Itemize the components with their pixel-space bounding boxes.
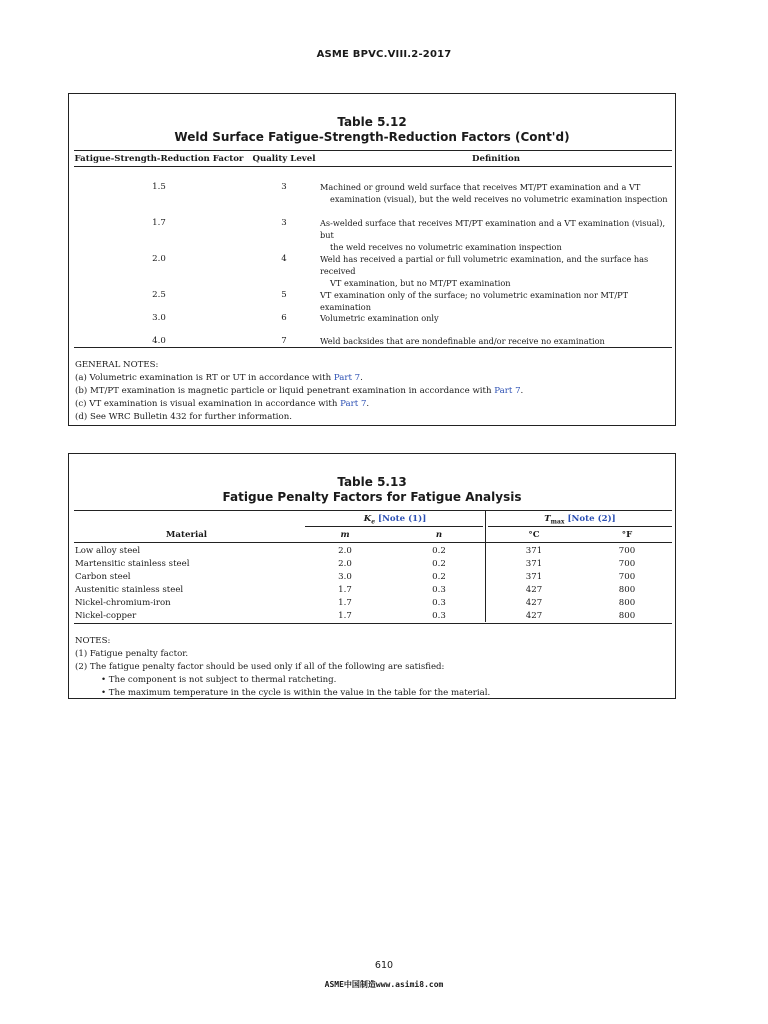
watermark: ASME中国制造www.asimi8.com: [324, 980, 444, 989]
col-header-quality: Quality Level: [252, 154, 316, 164]
tmax-group-rule: [488, 526, 672, 527]
note-item: (b) MT/PT examination is magnetic particle or liquid penetrant examination in accordance with Part 7.: [75, 386, 524, 396]
table-row-factor: 2.5: [152, 290, 166, 300]
table-row-material: Martensitic stainless steel: [75, 559, 190, 569]
notes-title: NOTES:: [75, 636, 111, 646]
table-row-n: 0.3: [432, 611, 446, 621]
table-row-factor: 4.0: [152, 336, 166, 346]
table-number: Table 5.12: [337, 115, 407, 129]
note-item: (c) VT examination is visual examination in accordance with Part 7.: [75, 399, 370, 409]
part-7-link[interactable]: Part 7: [340, 399, 367, 409]
group-divider: [485, 511, 486, 622]
table-row-celsius: 427: [525, 585, 543, 595]
tmax-group-header: $T_{max}$ [Note (2)]: [544, 514, 616, 526]
part-7-link[interactable]: Part 7: [494, 386, 521, 396]
table-row-m: 3.0: [338, 572, 352, 582]
table-row-material: Nickel-copper: [75, 611, 137, 621]
table-row-factor: 2.0: [152, 254, 166, 264]
header-rule-top: [74, 510, 672, 511]
table-row-material: Austenitic stainless steel: [75, 585, 184, 595]
table-row-n: 0.2: [432, 559, 446, 569]
table-row-celsius: 371: [525, 559, 543, 569]
table-row-definition: Volumetric examination only: [320, 313, 439, 323]
table-row-level: 3: [281, 218, 287, 228]
header-rule-bottom: [74, 166, 672, 167]
table-row-fahrenheit: 800: [618, 585, 636, 595]
col-header-m: m: [340, 530, 350, 540]
table-row-fahrenheit: 700: [618, 546, 636, 556]
table-5-13: [68, 453, 676, 699]
table-row-factor: 1.7: [152, 218, 166, 228]
col-header-n: n: [435, 530, 443, 540]
table-row-celsius: 371: [525, 546, 543, 556]
col-header-fahrenheit: °F: [621, 530, 633, 540]
table-row-factor: 1.5: [152, 182, 166, 192]
header-rule-bottom: [74, 542, 672, 543]
note-bullet: • The maximum temperature in the cycle is within the value in the table for the material.: [101, 688, 491, 698]
note-2-link[interactable]: [Note (2)]: [567, 514, 616, 524]
table-row-fahrenheit: 700: [618, 559, 636, 569]
table-row-n: 0.2: [432, 572, 446, 582]
table-number: Table 5.13: [337, 475, 407, 489]
table-row-m: 2.0: [338, 546, 352, 556]
table-row-m: 1.7: [338, 585, 352, 595]
table-row-definition: Weld backsides that are nondefinable and/or receive no examination: [320, 336, 605, 346]
note-item: (d) See WRC Bulletin 432 for further information.: [75, 412, 292, 422]
table-row-n: 0.2: [432, 546, 446, 556]
part-7-link[interactable]: Part 7: [333, 373, 361, 383]
note-item: (2) The fatigue penalty factor should be used only if all of the following are satisfied:: [75, 662, 445, 672]
notes-title: GENERAL NOTES:: [75, 360, 159, 370]
table-row-definition: Weld has received a partial or full volumetric examination, and the surface has received VT examination, but no MT/PT examination: [320, 254, 649, 288]
ke-group-rule: [305, 526, 483, 527]
table-title: Weld Surface Fatigue-Strength-Reduction Factors (Cont'd): [174, 130, 570, 144]
table-row-level: 4: [281, 254, 287, 264]
note-item: (a) Volumetric examination is RT or UT in accordance with Part 7.: [75, 373, 363, 383]
header-rule-top: [74, 150, 672, 151]
table-row-celsius: 371: [525, 572, 543, 582]
table-row-definition: As-welded surface that receives MT/PT examination and a VT examination (visual), but the weld receives no volumetric examination inspection: [320, 218, 666, 252]
col-header-celsius: °C: [528, 530, 540, 540]
table-row-material: Carbon steel: [75, 572, 131, 582]
col-header-factor: Fatigue-Strength-Reduction Factor: [74, 154, 244, 164]
table-title: Fatigue Penalty Factors for Fatigue Analysis: [222, 490, 522, 504]
ke-group-header: $K_e$ [Note (1)]: [363, 514, 427, 526]
col-header-material: Material: [165, 530, 208, 540]
table-row-level: 3: [281, 182, 287, 192]
table-row-level: 5: [281, 290, 287, 300]
table-row-definition: Machined or ground weld surface that receives MT/PT examination and a VT examination (visual), but the weld receives no volumetric examination inspection: [320, 182, 668, 204]
table-row-level: 7: [281, 336, 287, 346]
note-1-link[interactable]: [Note (1)]: [378, 514, 427, 524]
table-bottom-rule: [74, 347, 672, 348]
table-row-m: 1.7: [338, 598, 352, 608]
table-5-12: [68, 93, 676, 426]
table-row-factor: 3.0: [152, 313, 166, 323]
table-row-definition: VT examination only of the surface; no volumetric examination nor MT/PT examination: [320, 290, 629, 312]
page-number: 610: [374, 960, 394, 971]
table-bottom-rule: [74, 623, 672, 624]
note-bullet: • The component is not subject to thermal ratcheting.: [101, 675, 337, 685]
table-row-level: 6: [281, 313, 287, 323]
table-row-celsius: 427: [525, 598, 543, 608]
col-header-definition: Definition: [472, 154, 520, 164]
table-row-n: 0.3: [432, 598, 446, 608]
general-notes: [75, 359, 523, 424]
table-row-fahrenheit: 700: [618, 572, 636, 582]
running-header: ASME BPVC.VIII.2-2017: [316, 49, 452, 60]
table-row-fahrenheit: 800: [618, 598, 636, 608]
table-row-material: Nickel-chromium-iron: [75, 598, 171, 608]
table-row-n: 0.3: [432, 585, 446, 595]
table-row-m: 1.7: [338, 611, 352, 621]
table-row-material: Low alloy steel: [75, 546, 141, 556]
table-row-celsius: 427: [525, 611, 543, 621]
table-notes: [75, 635, 490, 700]
note-item: (1) Fatigue penalty factor.: [75, 649, 189, 659]
table-row-m: 2.0: [338, 559, 352, 569]
table-row-fahrenheit: 800: [618, 611, 636, 621]
